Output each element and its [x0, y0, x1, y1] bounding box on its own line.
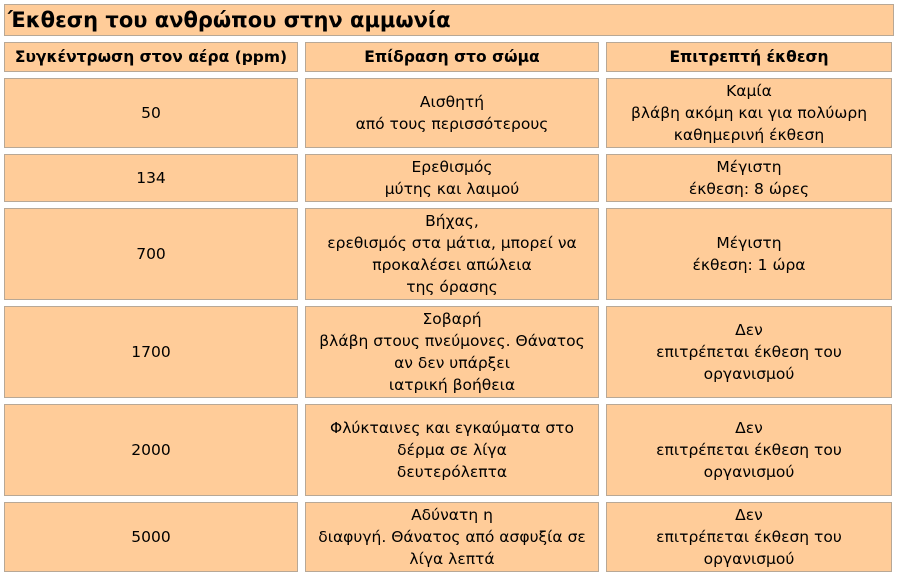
table-row	[4, 502, 894, 572]
concentration-cell	[4, 502, 298, 572]
concentration-cell-value: 134	[136, 169, 166, 187]
table-row	[4, 306, 894, 398]
concentration-cell-value: 1700	[131, 343, 171, 361]
exposure-cell-line: καθημερινή έκθεση	[673, 126, 825, 144]
effect-cell-line: ερεθισμός στα μάτια, μπορεί να	[327, 234, 577, 252]
exposure-cell-line: βλάβη ακόμη και για πολύωρη	[630, 104, 868, 122]
exposure-cell-line: έκθεση: 8 ώρες	[688, 180, 810, 198]
table-title: Έκθεση του ανθρώπου στην αμμωνία	[4, 4, 894, 36]
effect-cell	[305, 78, 599, 148]
effect-cell-line: Αδύνατη η	[411, 506, 493, 524]
exposure-cell-line: επιτρέπεται έκθεση του	[656, 528, 842, 546]
exposure-cell-line: έκθεση: 1 ώρα	[692, 256, 806, 274]
exposure-cell	[606, 502, 892, 572]
effect-cell-line: διαφυγή. Θάνατος από ασφυξία σε	[318, 528, 586, 546]
concentration-cell-value: 700	[136, 245, 166, 263]
effect-cell-line: λίγα λεπτά	[409, 550, 495, 568]
effect-cell-line: μύτης και λαιμού	[384, 180, 520, 198]
table-row	[4, 208, 894, 300]
header-exposure: Επιτρεπτή έκθεση	[606, 42, 892, 72]
effect-cell-line: από τους περισσότερους	[355, 115, 549, 133]
exposure-cell-line: Δεν	[735, 321, 763, 339]
exposure-cell-line: Μέγιστη	[716, 158, 782, 176]
exposure-cell	[606, 154, 892, 202]
table-row	[4, 154, 894, 202]
concentration-cell	[4, 154, 298, 202]
exposure-cell	[606, 404, 892, 496]
exposure-cell-line: Μέγιστη	[716, 234, 782, 252]
concentration-cell-value: 2000	[131, 441, 171, 459]
effect-cell-line: βλάβη στους πνεύμονες. Θάνατος	[319, 332, 585, 350]
header-effect: Επίδραση στο σώμα	[305, 42, 599, 72]
exposure-cell	[606, 78, 892, 148]
exposure-cell-line: Δεν	[735, 419, 763, 437]
effect-cell	[305, 502, 599, 572]
effect-cell-line: ιατρική βοήθεια	[388, 376, 516, 394]
header-concentration: Συγκέντρωση στον αέρα (ppm)	[4, 42, 298, 72]
effect-cell	[305, 404, 599, 496]
table-body	[4, 78, 894, 572]
effect-cell-line: της όρασης	[406, 278, 498, 296]
exposure-cell	[606, 306, 892, 398]
exposure-cell-line: οργανισμού	[703, 463, 795, 481]
exposure-cell-line: επιτρέπεται έκθεση του	[656, 441, 842, 459]
effect-cell-line: Αισθητή	[419, 93, 485, 111]
effect-cell-line: Φλύκταινες και εγκαύματα στο	[330, 419, 574, 437]
exposure-cell-line: Δεν	[735, 506, 763, 524]
concentration-cell	[4, 306, 298, 398]
exposure-cell	[606, 208, 892, 300]
concentration-cell	[4, 78, 298, 148]
ammonia-exposure-table	[4, 4, 894, 572]
concentration-cell-value: 50	[141, 104, 161, 122]
effect-cell	[305, 306, 599, 398]
concentration-cell-value: 5000	[131, 528, 171, 546]
effect-cell-line: αν δεν υπάρξει	[394, 354, 510, 372]
effect-cell-line: προκαλέσει απώλεια	[372, 256, 532, 274]
header-row	[4, 42, 894, 72]
effect-cell-line: Σοβαρή	[422, 310, 482, 328]
exposure-cell-line: Καμία	[726, 82, 772, 100]
table-row	[4, 404, 894, 496]
effect-cell	[305, 154, 599, 202]
table-row	[4, 78, 894, 148]
exposure-cell-line: οργανισμού	[703, 550, 795, 568]
exposure-cell-line: επιτρέπεται έκθεση του	[656, 343, 842, 361]
effect-cell-line: δέρμα σε λίγα	[397, 441, 507, 459]
concentration-cell	[4, 208, 298, 300]
concentration-cell	[4, 404, 298, 496]
effect-cell	[305, 208, 599, 300]
exposure-cell-line: οργανισμού	[703, 365, 795, 383]
effect-cell-line: δευτερόλεπτα	[396, 463, 508, 481]
effect-cell-line: Βήχας,	[425, 212, 479, 230]
effect-cell-line: Ερεθισμός	[411, 158, 493, 176]
